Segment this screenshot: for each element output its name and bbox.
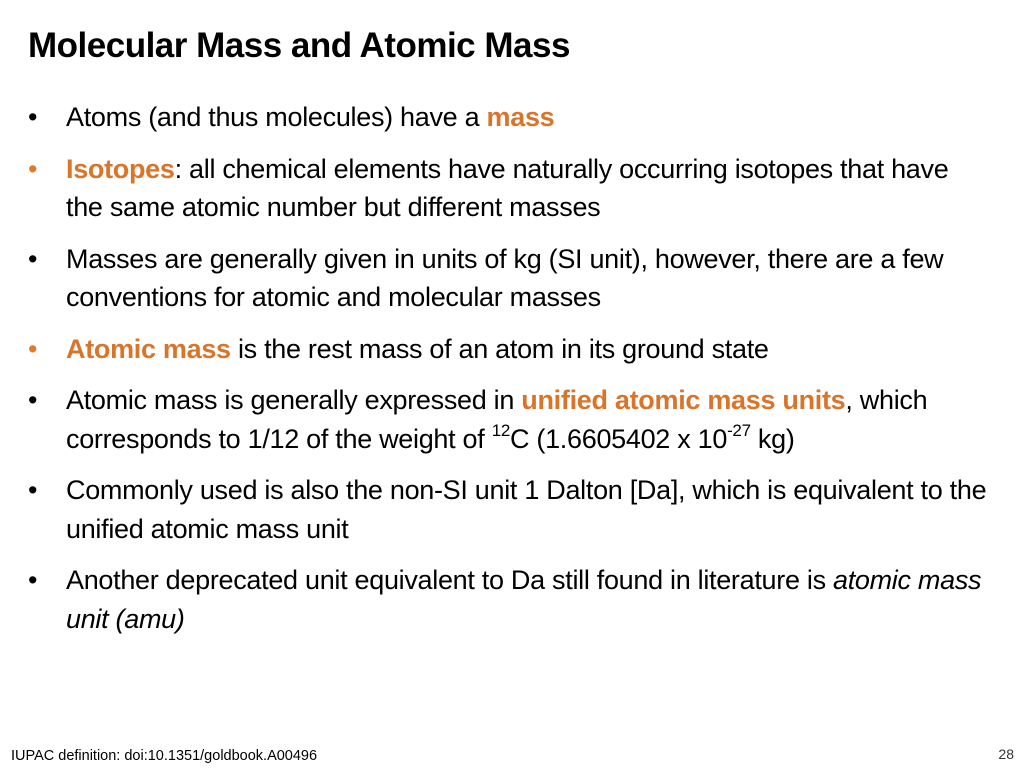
italic-term: atomic mass unit (amu) — [66, 565, 982, 634]
bullet-text: , which corresponds to 1/12 of the weight of — [66, 385, 928, 454]
bullet-text: Masses are generally given in units of kg (SI unit), however, there are a few conventions for atomic and molecular masses — [66, 243, 944, 312]
slide-title: Molecular Mass and Atomic Mass — [28, 26, 570, 65]
superscript: -27 — [727, 420, 751, 440]
bullet-item-mass — [28, 98, 988, 137]
bullet-text: Another deprecated unit equivalent to Da still found in literature is — [66, 565, 833, 595]
bullet-text: Commonly used is also the non-SI unit 1 Dalton [Da], which is equivalent to the unified atomic mass unit — [66, 475, 987, 544]
highlight-term: mass — [486, 102, 555, 132]
bullet-icon: • — [28, 333, 38, 364]
bullet-icon: • — [28, 102, 38, 132]
highlight-term: unified atomic mass units — [521, 385, 846, 415]
bullet-list — [28, 98, 988, 651]
bullet-text: is the rest mass of an atom in its ground state — [230, 333, 769, 364]
bullet-icon: • — [28, 153, 38, 184]
bullet-text: : all chemical elements have naturally occurring isotopes that have the same atomic number but different masses — [66, 153, 949, 222]
bullet-item-isotopes — [28, 150, 988, 227]
bullet-icon: • — [28, 565, 38, 595]
page-number: 28 — [998, 746, 1014, 762]
bullet-icon: • — [28, 243, 38, 274]
bullet-item-atomic-mass — [28, 330, 988, 369]
bullet-item-dalton — [28, 471, 988, 548]
bullet-icon: • — [28, 385, 38, 415]
highlight-term: Atomic mass — [66, 333, 231, 364]
bullet-text: kg) — [750, 423, 795, 454]
footer-reference: IUPAC definition: doi:10.1351/goldbook.A00496 — [11, 748, 318, 764]
superscript: 12 — [491, 420, 510, 440]
bullet-item-amu — [28, 561, 988, 638]
bullet-item-units — [28, 240, 988, 317]
bullet-text: Atoms (and thus molecules) have a — [66, 102, 487, 132]
bullet-icon: • — [28, 475, 38, 505]
bullet-text: Atomic mass is generally expressed in — [66, 385, 522, 415]
bullet-item-unified-units — [28, 381, 988, 458]
highlight-term: Isotopes — [66, 153, 175, 184]
bullet-text: C (1.6605402 x 10 — [510, 423, 728, 454]
